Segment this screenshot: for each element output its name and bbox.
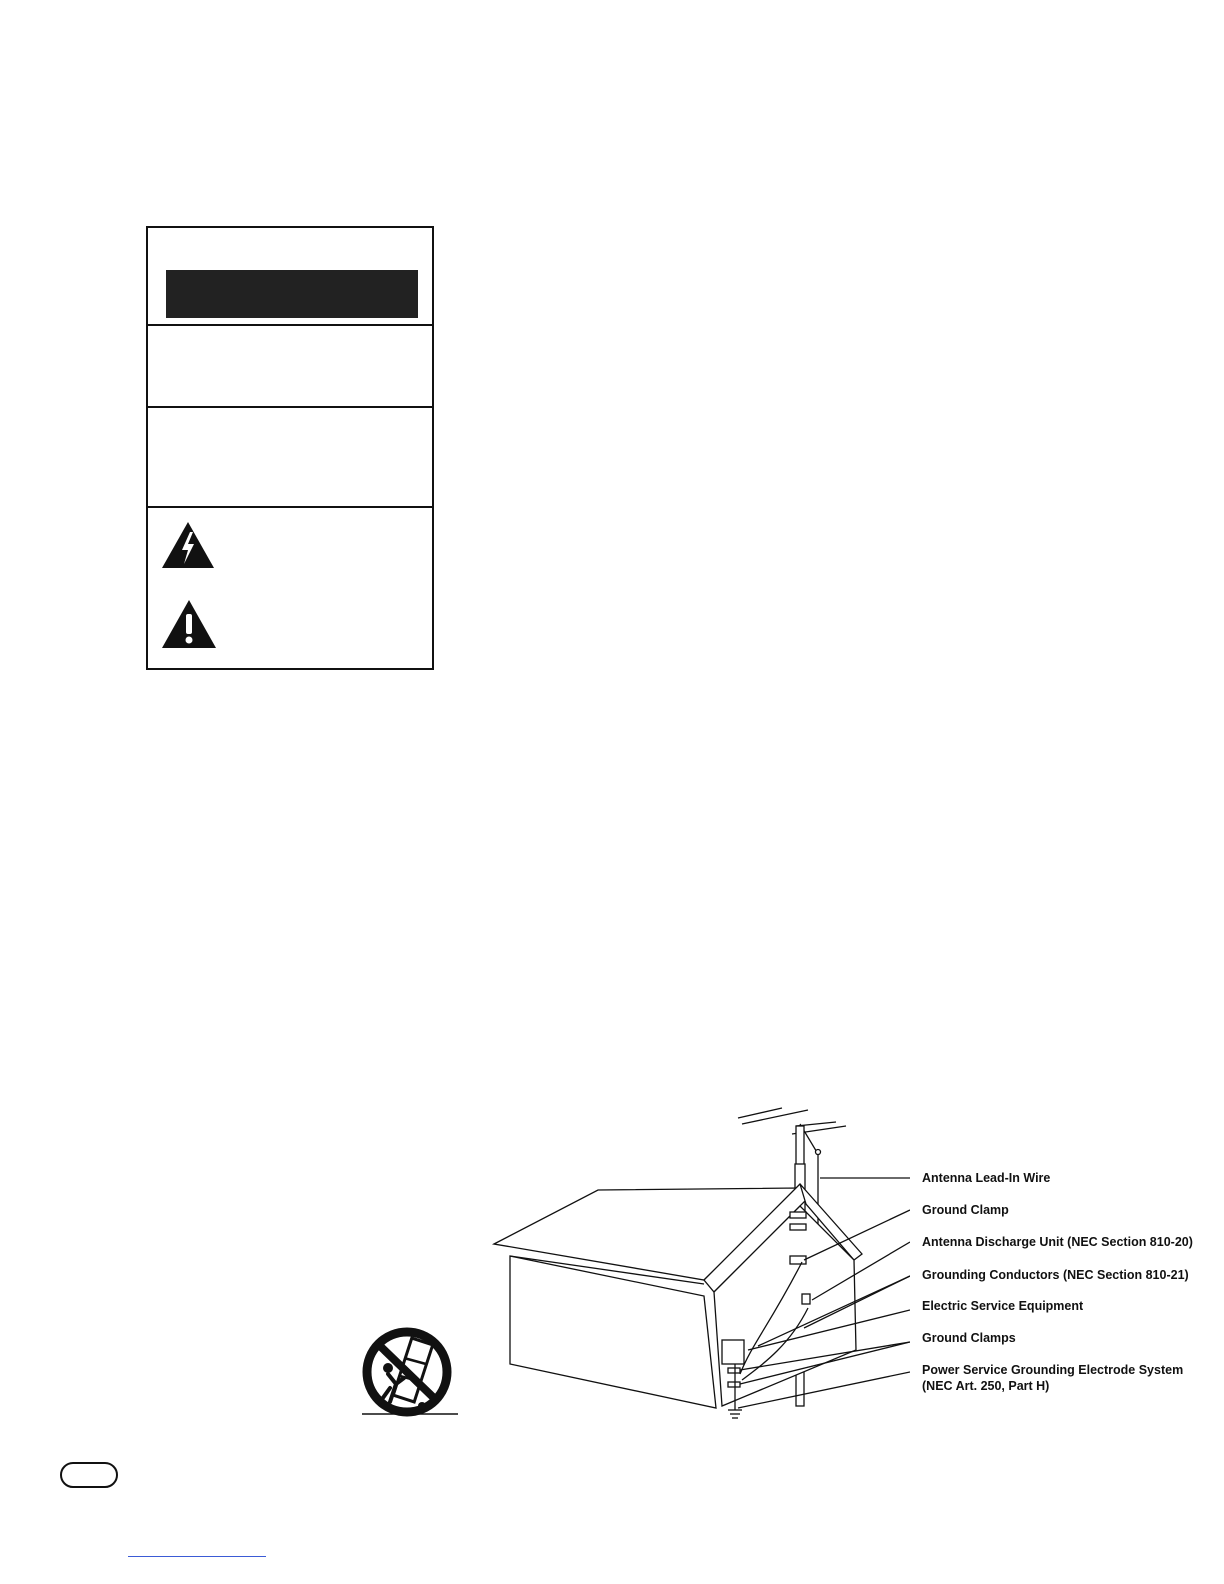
label-power-service-grounding: Power Service Grounding Electrode System (922, 1363, 1184, 1377)
label-antenna-discharge-unit: Antenna Discharge Unit (NEC Section 810-20) (922, 1235, 1193, 1249)
exclamation-warning-icon (160, 598, 218, 650)
caution-text-block (148, 324, 432, 406)
no-cart-tipping-icon (360, 1326, 460, 1420)
label-ground-clamps: Ground Clamps (922, 1331, 1016, 1345)
label-grounding-conductors: Grounding Conductors (NEC Section 810-21) (922, 1268, 1189, 1282)
label-nec-art-250: (NEC Art. 250, Part H) (922, 1379, 1050, 1393)
footer-link-underline (128, 1556, 266, 1557)
label-electric-service-equipment: Electric Service Equipment (922, 1299, 1084, 1313)
symbol-explanation-block (148, 506, 432, 670)
lightning-warning-icon (160, 520, 216, 570)
antenna-grounding-diagram (490, 1104, 910, 1424)
warning-panel (146, 226, 434, 670)
label-ground-clamp: Ground Clamp (922, 1203, 1009, 1217)
caution-heading-bar (166, 270, 418, 318)
page-number-oval (60, 1462, 118, 1488)
label-antenna-lead-in-wire: Antenna Lead-In Wire (922, 1171, 1051, 1185)
warning-text-block (148, 406, 432, 506)
